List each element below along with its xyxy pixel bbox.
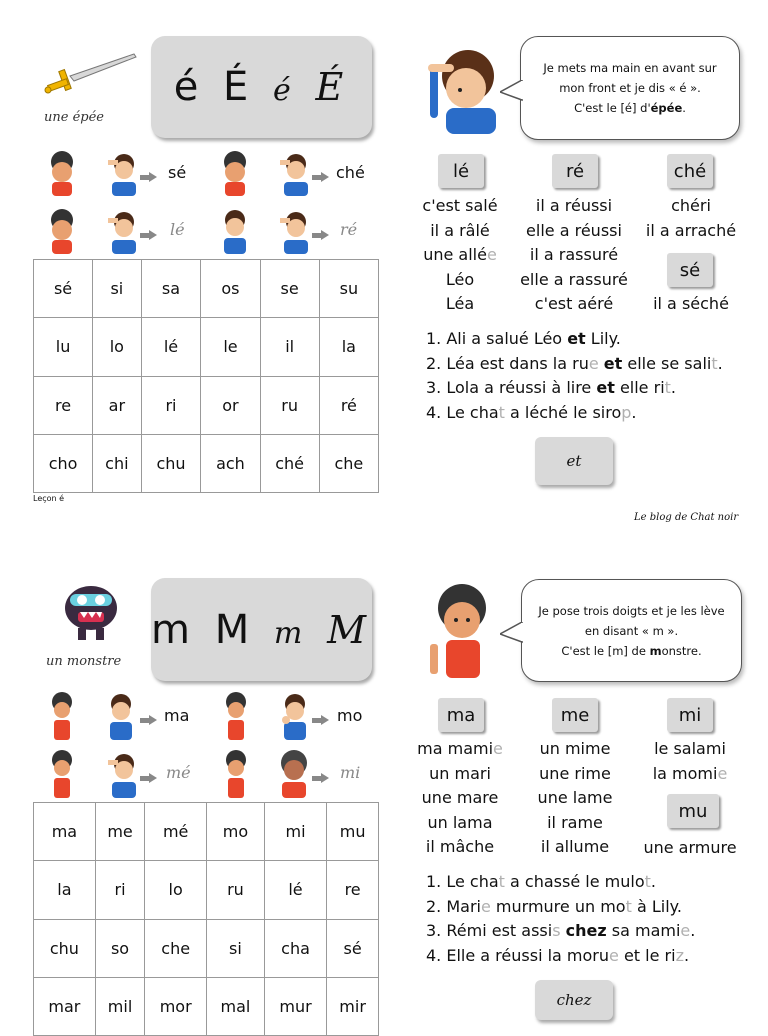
grid-cell: le	[201, 318, 260, 376]
syllable-button: ché	[667, 154, 713, 188]
girl-hand-down-icon	[218, 692, 254, 740]
word: il a rassuré	[529, 245, 619, 264]
image-caption: un monstre	[46, 654, 122, 669]
grid-cell: mur	[264, 977, 326, 1035]
arrow-icon	[312, 173, 328, 181]
grid-cell: il	[260, 318, 319, 376]
girl-speaker-illustration	[426, 584, 496, 678]
grid-cell: ach	[201, 434, 260, 492]
grid-cell: ar	[93, 376, 141, 434]
word: il allume	[540, 837, 610, 856]
word: une allée	[423, 245, 497, 264]
grid-cell: chu	[141, 434, 201, 492]
sentence: 2. Léa est dans la rue et elle se salit.	[426, 353, 723, 373]
speech-line: Je mets ma main en avant sur	[543, 61, 717, 75]
word: il rame	[547, 812, 603, 832]
arrow-icon	[140, 774, 156, 782]
grid-cell: cha	[264, 919, 326, 977]
letter-cursive-lower: é	[273, 73, 297, 108]
grid-cell: si	[93, 260, 141, 318]
boy-speaker-illustration	[420, 42, 500, 134]
speech-line: Je pose trois doigts et je les lève	[538, 603, 725, 618]
speech-line: C'est le [é] d'épée.	[574, 101, 686, 115]
boy-hand-forehead-icon	[104, 150, 140, 196]
grid-cell: ma	[34, 803, 96, 861]
word: une lame	[537, 788, 613, 807]
grid-cell: or	[201, 376, 260, 434]
syllable-grid	[33, 802, 379, 1036]
boy-hand-forehead-icon	[104, 208, 140, 254]
grid-row	[34, 861, 379, 919]
combo-result: ma	[164, 706, 190, 725]
word: ma mamie	[417, 739, 503, 758]
sentence: 4. Elle a réussi la morue et le riz.	[426, 945, 690, 965]
word: une armure	[643, 838, 737, 857]
grid-row	[34, 803, 379, 861]
grid-cell: lé	[141, 318, 201, 376]
word-column	[515, 194, 633, 317]
speech-bubble	[521, 579, 742, 682]
grid-cell: ché	[260, 434, 319, 492]
grid-cell: cho	[34, 434, 93, 492]
letter-cursive-upper: É	[315, 65, 350, 109]
arrow-icon	[140, 173, 156, 181]
word: Léo	[445, 269, 475, 289]
word: il a séché	[653, 294, 729, 313]
sentence-list	[426, 327, 723, 425]
grid-row	[34, 318, 379, 376]
grid-cell: mal	[207, 977, 265, 1035]
word: une rime	[539, 763, 611, 783]
footer-label: Leçon é	[33, 494, 65, 503]
syllable-button: lé	[438, 154, 484, 188]
sentence: 1. Ali a salué Léo et Lily.	[426, 329, 621, 348]
boy-face-icon	[218, 208, 252, 254]
tool-word-box	[535, 980, 613, 1020]
grid-cell: os	[201, 260, 260, 318]
girl-face-icon	[42, 150, 82, 196]
sentence: 2. Marie murmure un mot à Lily.	[426, 896, 682, 916]
girl-face-icon	[42, 208, 82, 254]
word: un mari	[429, 763, 491, 783]
syllable-button: mu	[667, 794, 719, 828]
grid-cell: chu	[34, 919, 96, 977]
grid-cell: mir	[327, 977, 379, 1035]
grid-cell: so	[95, 919, 145, 977]
grid-cell: mé	[145, 803, 207, 861]
word-column	[410, 737, 510, 860]
syllable-button: sé	[667, 253, 713, 287]
word-column	[640, 292, 742, 317]
syllable-button: ré	[552, 154, 598, 188]
grid-cell: che	[319, 434, 378, 492]
word-column	[640, 194, 742, 243]
syllable-button: me	[552, 698, 598, 732]
tool-word: chez	[556, 991, 592, 1009]
boy-hand-forehead-icon	[276, 150, 312, 196]
word: c'est aéré	[534, 294, 614, 313]
grid-cell: me	[95, 803, 145, 861]
grid-cell: la	[34, 861, 96, 919]
word: chéri	[671, 196, 711, 215]
word: Léa	[445, 294, 475, 313]
arrow-icon	[312, 774, 328, 782]
bubble-tail	[500, 80, 524, 102]
letter-cursive-lower: m	[273, 615, 309, 651]
grid-cell: ru	[207, 861, 265, 919]
speech-line: mon front et je dis « é ».	[559, 81, 701, 95]
word-column	[520, 737, 630, 860]
grid-cell: mo	[207, 803, 265, 861]
syllable-button: ma	[438, 698, 484, 732]
speech-line: en disant « m ».	[584, 623, 679, 638]
girl-face-icon	[215, 150, 255, 196]
grid-cell: ri	[141, 376, 201, 434]
syllable-button: mi	[667, 698, 713, 732]
word: une mare	[421, 788, 499, 807]
grid-cell: mar	[34, 977, 96, 1035]
tool-word-box	[535, 437, 613, 485]
bubble-tail	[500, 622, 524, 644]
arrow-icon	[140, 716, 156, 724]
image-caption: une épée	[44, 110, 104, 125]
word: un mime	[539, 739, 611, 758]
grid-row	[34, 376, 379, 434]
word-column	[640, 836, 740, 861]
sentence: 3. Lola a réussi à lire et elle rit.	[426, 378, 677, 397]
girl-hand-down-icon	[218, 750, 254, 798]
sentence: 1. Le chat a chassé le mulot.	[426, 872, 656, 891]
letter-forms-box	[151, 578, 372, 681]
word: il a réussi	[535, 196, 613, 215]
speech-bubble	[520, 36, 740, 140]
grid-cell: sé	[34, 260, 93, 318]
girl-hand-down-icon	[44, 750, 80, 798]
sentence-list	[426, 870, 695, 968]
grid-cell: mil	[95, 977, 145, 1035]
grid-cell: sé	[327, 919, 379, 977]
arrow-icon	[140, 231, 156, 239]
word: le salami	[654, 739, 726, 758]
grid-cell: su	[319, 260, 378, 318]
girl-smile-icon	[272, 750, 316, 798]
tool-word: et	[566, 452, 582, 470]
blog-credit: Le blog de Chat noir	[634, 512, 739, 523]
syllable-grid	[33, 259, 379, 493]
combo-result: ré	[340, 220, 358, 239]
boy-face-icon	[104, 692, 138, 740]
word: la momie	[652, 763, 728, 783]
arrow-icon	[312, 231, 328, 239]
grid-cell: lé	[264, 861, 326, 919]
arrow-icon	[312, 716, 328, 724]
grid-cell: re	[327, 861, 379, 919]
word: il a râlé	[430, 220, 490, 240]
grid-cell: lo	[93, 318, 141, 376]
grid-cell: mi	[264, 803, 326, 861]
grid-cell: mu	[327, 803, 379, 861]
grid-cell: ru	[260, 376, 319, 434]
grid-row	[34, 977, 379, 1035]
sentence: 3. Rémi est assis chez sa mamie.	[426, 921, 696, 940]
letter-print-lower: é	[173, 64, 205, 110]
letter-forms-box	[151, 36, 372, 138]
sentence: 4. Le chat a léché le sirop.	[426, 402, 637, 422]
grid-cell: sa	[141, 260, 201, 318]
combo-result: sé	[168, 163, 187, 182]
letter-print-upper: É	[223, 64, 255, 110]
combo-result: ché	[336, 163, 365, 182]
word: il a arraché	[645, 220, 737, 240]
word: il mâche	[425, 837, 495, 856]
combo-result: lé	[170, 220, 185, 239]
speech-line: C'est le [m] de monstre.	[561, 643, 702, 658]
letter-print-lower: m	[151, 606, 196, 653]
word-column	[410, 194, 510, 317]
word: un lama	[427, 812, 493, 832]
grid-cell: lu	[34, 318, 93, 376]
boy-hand-mouth-icon	[278, 692, 312, 740]
grid-cell: ri	[95, 861, 145, 919]
girl-hand-down-icon	[44, 692, 80, 740]
grid-cell: mor	[145, 977, 207, 1035]
word: elle a réussi	[526, 220, 622, 240]
combo-result: mi	[340, 763, 361, 782]
monster-illustration	[60, 580, 122, 640]
grid-row	[34, 434, 379, 492]
sword-illustration	[42, 50, 138, 94]
grid-cell: si	[207, 919, 265, 977]
word: c'est salé	[422, 196, 498, 215]
letter-cursive-upper: M	[327, 607, 373, 652]
grid-cell: la	[319, 318, 378, 376]
grid-cell: se	[260, 260, 319, 318]
grid-cell: che	[145, 919, 207, 977]
combo-result: mé	[166, 763, 191, 782]
grid-row	[34, 919, 379, 977]
boy-hand-forehead-icon	[104, 750, 140, 798]
word: elle a rassuré	[520, 269, 628, 289]
grid-cell: re	[34, 376, 93, 434]
boy-hand-forehead-icon	[276, 208, 312, 254]
grid-cell: lo	[145, 861, 207, 919]
grid-cell: ré	[319, 376, 378, 434]
grid-cell: chi	[93, 434, 141, 492]
grid-row	[34, 260, 379, 318]
combo-result: mo	[337, 706, 363, 725]
letter-print-upper: M	[214, 606, 256, 653]
word-column	[640, 737, 740, 786]
